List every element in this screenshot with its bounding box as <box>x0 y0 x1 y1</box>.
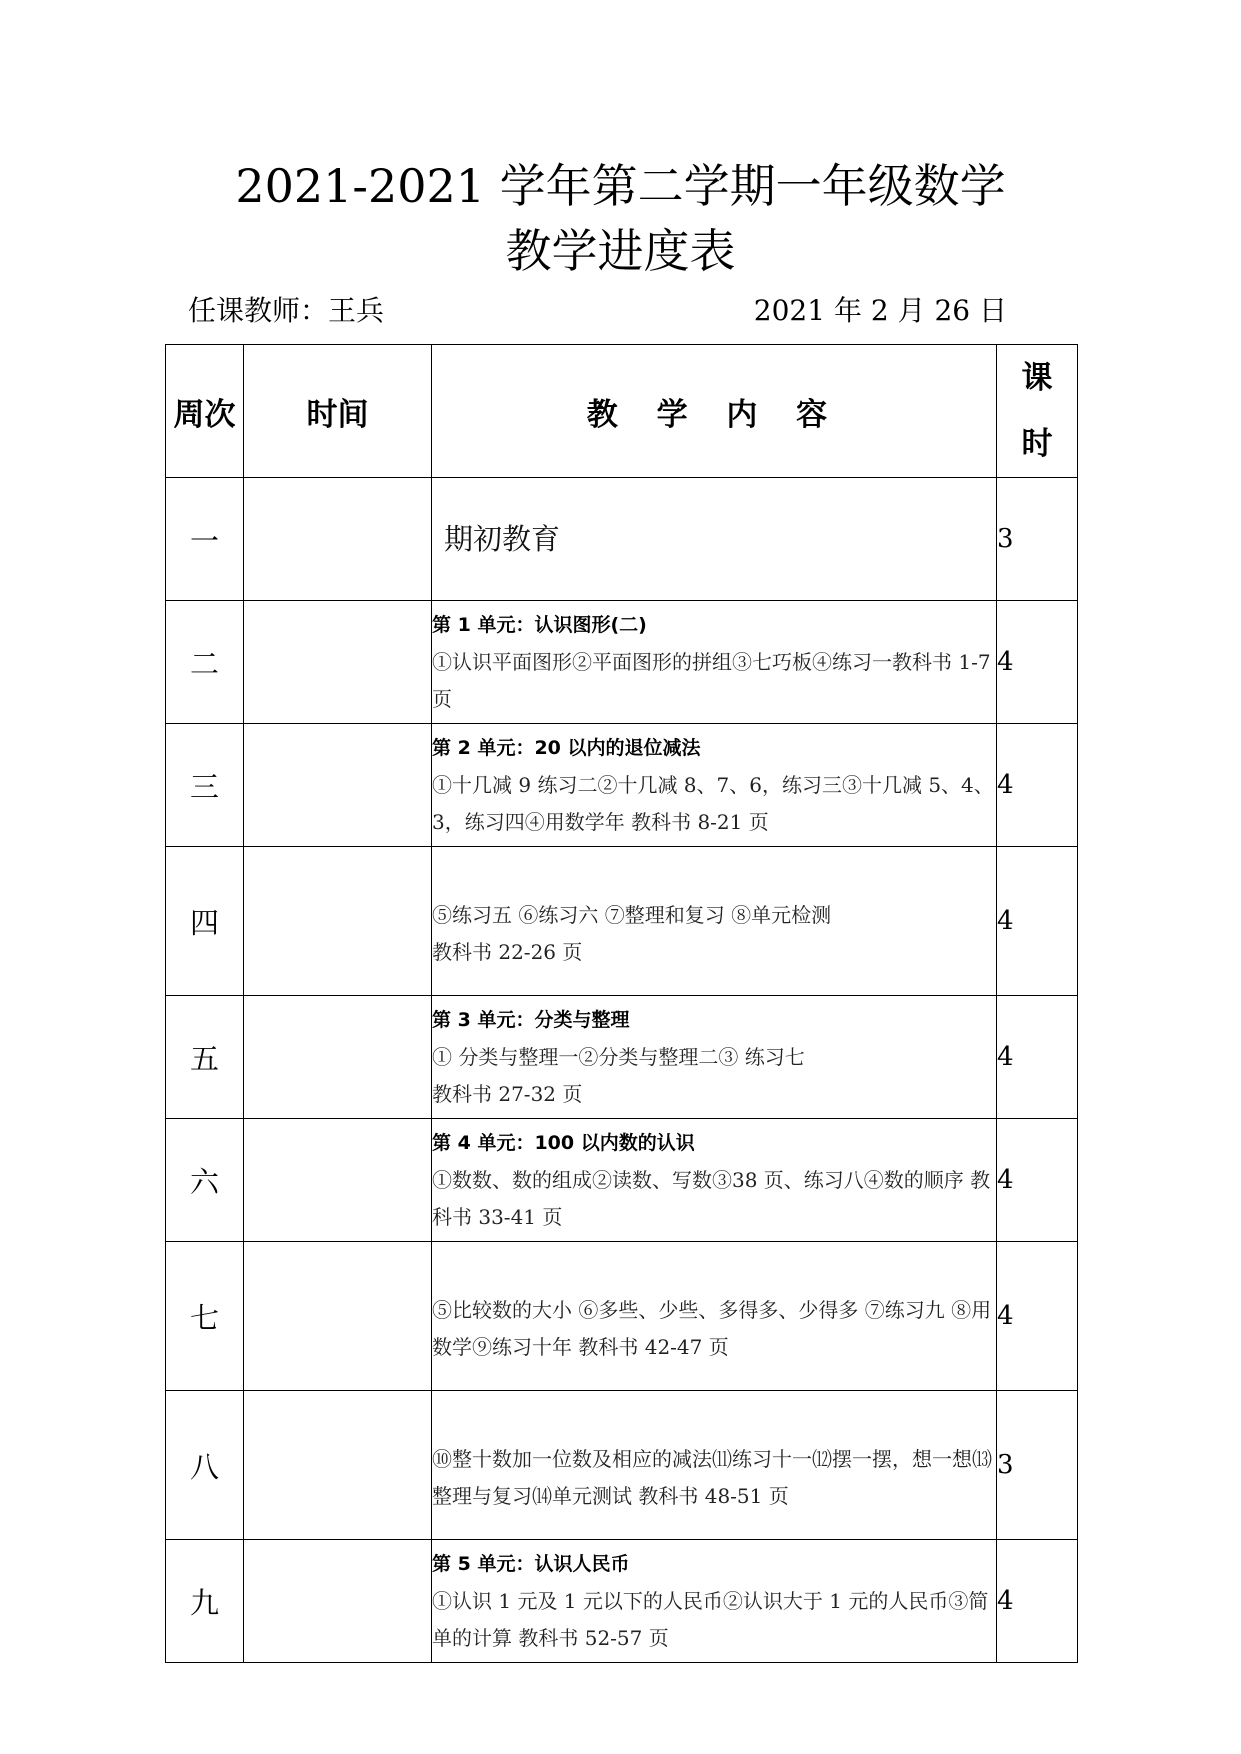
document-date: 2021 年 2 月 26 日 <box>753 294 1007 327</box>
week-cell: 七 <box>166 1242 244 1391</box>
unit-heading: 第 5 单元：认识人民币 <box>432 1552 630 1575</box>
hours-cell: 4 <box>997 1540 1078 1663</box>
content-text: ① 分类与整理一②分类与整理二③ 练习七 教科书 27-32 页 <box>432 1044 805 1106</box>
content-cell <box>432 601 997 724</box>
title-line-1: 2021-2021 学年第二学期一年级数学 <box>235 159 1006 213</box>
hours-cell: 4 <box>997 1119 1078 1242</box>
header-hours-line1: 课 <box>1021 360 1053 396</box>
time-cell <box>244 601 432 724</box>
unit-heading: 第 1 单元：认识图形(二) <box>432 613 647 636</box>
progress-table <box>165 344 1078 1663</box>
content-cell <box>432 996 997 1119</box>
week-cell: 六 <box>166 1119 244 1242</box>
week-cell: 二 <box>166 601 244 724</box>
content-cell <box>432 1540 997 1663</box>
table-row <box>166 478 1078 601</box>
table-row <box>166 996 1078 1119</box>
unit-heading: 第 4 单元：100 以内数的认识 <box>432 1131 695 1154</box>
teacher-name: 任课教师：王兵 <box>188 294 385 327</box>
time-cell <box>244 1391 432 1540</box>
title-line-2: 教学进度表 <box>505 224 736 278</box>
content-text: ①数数、数的组成②读数、写数③38 页、练习八④数的顺序 教科书 33-41 页 <box>432 1167 991 1229</box>
time-cell <box>244 847 432 996</box>
content-cell <box>432 478 997 601</box>
table-row <box>166 1540 1078 1663</box>
table-row <box>166 847 1078 996</box>
time-cell <box>244 478 432 601</box>
time-cell <box>244 1242 432 1391</box>
hours-cell: 3 <box>997 1391 1078 1540</box>
hours-cell: 3 <box>997 478 1078 601</box>
table-row <box>166 724 1078 847</box>
content-text: ⑤练习五 ⑥练习六 ⑦整理和复习 ⑧单元检测 教科书 22-26 页 <box>432 903 832 964</box>
hours-cell: 4 <box>997 1242 1078 1391</box>
content-text: ①认识平面图形②平面图形的拼组③七巧板④练习一教科书 1-7 页 <box>432 649 991 711</box>
content-cell <box>432 1119 997 1242</box>
content-text: ⑤比较数的大小 ⑥多些、少些、多得多、少得多 ⑦练习九 ⑧用数学⑨练习十年 教科书 42-47 页 <box>432 1298 992 1359</box>
week-cell: 八 <box>166 1391 244 1540</box>
header-hours-line2: 时 <box>1021 426 1053 462</box>
content-text: ⑩整十数加一位数及相应的减法⑾练习十一⑿摆一摆，想一想⒀整理与复习⒁单元测试 教科书 48-51 页 <box>432 1447 992 1508</box>
content-cell <box>432 1391 997 1540</box>
table-row <box>166 1391 1078 1540</box>
week-cell: 九 <box>166 1540 244 1663</box>
table-row <box>166 1242 1078 1391</box>
week-cell: 四 <box>166 847 244 996</box>
table-row <box>166 1119 1078 1242</box>
time-cell <box>244 1540 432 1663</box>
content-text: ①十几减 9 练习二②十几减 8、7、6，练习三③十几减 5、4、3，练习四④用数学年 教科书 8-21 页 <box>432 772 994 834</box>
header-content: 教 学 内 容 <box>432 345 997 478</box>
hours-cell: 4 <box>997 601 1078 724</box>
unit-heading: 第 3 单元：分类与整理 <box>432 1008 630 1031</box>
time-cell <box>244 724 432 847</box>
week-cell: 一 <box>166 478 244 601</box>
time-cell <box>244 996 432 1119</box>
header-hours <box>997 345 1078 478</box>
table-row <box>166 601 1078 724</box>
content-text: ①认识 1 元及 1 元以下的人民币②认识大于 1 元的人民币③简单的计算 教科书 52-57 页 <box>432 1588 989 1650</box>
table-header-row <box>166 345 1078 478</box>
content-cell <box>432 847 997 996</box>
time-cell <box>244 1119 432 1242</box>
unit-heading: 第 2 单元：20 以内的退位减法 <box>432 736 701 759</box>
week-cell: 五 <box>166 996 244 1119</box>
content-cell <box>432 724 997 847</box>
content-cell <box>432 1242 997 1391</box>
hours-cell: 4 <box>997 724 1078 847</box>
hours-cell: 4 <box>997 996 1078 1119</box>
content-text: 期初教育 <box>444 521 561 556</box>
header-time: 时间 <box>244 345 432 478</box>
hours-cell: 4 <box>997 847 1078 996</box>
header-week: 周次 <box>166 345 244 478</box>
week-cell: 三 <box>166 724 244 847</box>
